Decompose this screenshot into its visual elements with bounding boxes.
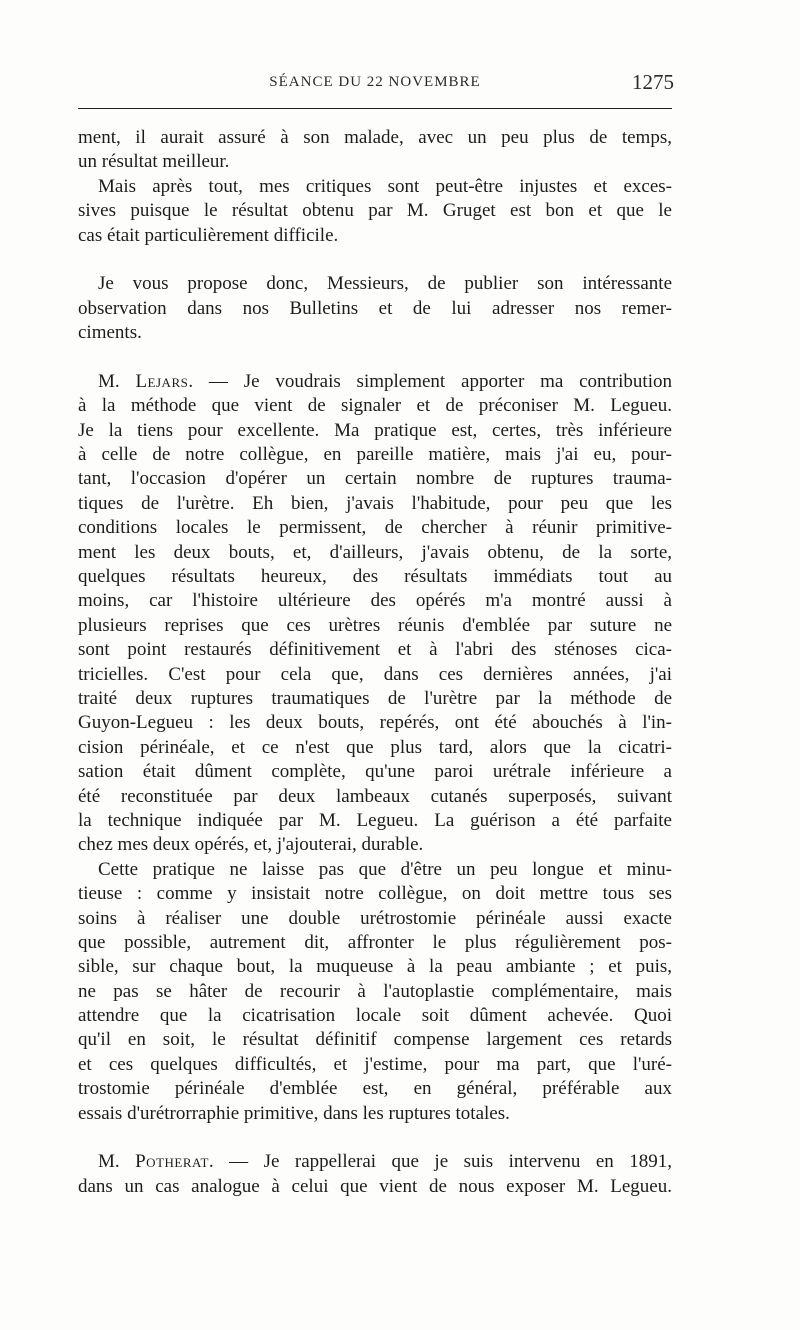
text-line: ment, il aurait assuré à son malade, avec un peu plus de temps, [78,127,672,148]
running-head [78,70,672,98]
text-line: et ces quelques difficultés, et j'estime, pour ma part, que l'uré- [78,1053,672,1075]
speaker-line-rest: . — Je voudrais simplement apporter ma contribution [188,370,672,392]
text-line: tieuse : comme y insistait notre collègue, on doit mettre tous ses [78,883,672,905]
text-line: ment les deux bouts, et, d'ailleurs, j'avais obtenu, de la sorte, [78,541,672,563]
text-line: Guyon-Legueu : les deux bouts, repérés, ont été abouchés à l'in- [78,712,672,734]
text-line: sives puisque le résultat obtenu par M. Gruget est bon et que le [78,200,672,222]
paragraph-continuation [78,126,672,175]
text-line: tricielles. C'est pour cela que, dans ces dernières années, j'ai [78,663,672,685]
text-line: qu'il en soit, le résultat définitif compense largement ces retards [78,1029,672,1051]
paragraph [78,858,672,1126]
text-line: Mais après tout, mes critiques sont peut-être injustes et exces- [98,175,672,197]
speaker-line [78,370,672,394]
text-line: que possible, autrement dit, affronter le plus régulièrement pos- [78,931,672,953]
paragraph-potherat [78,1150,672,1199]
text-line: la technique indiquée par M. Legueu. La guérison a été parfaite [78,809,672,831]
text-line: conditions locales le permissent, de chercher à réunir primitive- [78,517,672,539]
paragraph [78,272,672,345]
paragraph-gap [78,248,672,272]
body-text [78,126,672,1199]
text-line: un résultat meilleur. [78,151,230,173]
text-line: Je vous propose donc, Messieurs, de publier son intéressante [98,273,672,295]
text-line: sation était dûment complète, qu'une paroi urétrale inférieure a [78,761,672,783]
text-line: cision périnéale, et ce n'est que plus tard, alors que la cicatri- [78,736,672,758]
speaker-prefix: M. [98,1151,136,1173]
text-line: ne pas se hâter de recourir à l'autoplastie complémentaire, mais [78,980,672,1002]
text-line: tant, l'occasion d'opérer un certain nombre de ruptures trauma- [78,468,672,490]
text-line: trostomie périnéale d'emblée est, en général, préférable aux [78,1078,672,1100]
text-line: attendre que la cicatrisation locale soit dûment achevée. Quoi [78,1005,672,1027]
speaker-line-rest: . — Je rappellerai que je suis intervenu en 1891, [208,1151,672,1173]
text-line: ciments. [78,322,142,344]
text-line: observation dans nos Bulletins et de lui adresser nos remer- [78,297,672,319]
speaker-line [78,1150,672,1174]
speaker-name: Potherat [135,1151,209,1173]
text-line: dans un cas analogue à celui que vient de nous exposer M. Legueu. [78,1175,672,1197]
paragraph-gap [78,1126,672,1150]
text-line: plusieurs reprises que ces urètres réunis d'emblée par suture ne [78,614,672,636]
header-rule [78,108,672,109]
text-line: essais d'urétrorraphie primitive, dans les ruptures totales. [78,1102,510,1124]
text-line: Je la tiens pour excellente. Ma pratique est, certes, très inférieure [78,419,672,441]
text-line: sont point restaurés définitivement et à l'abri des sténoses cica- [78,639,672,661]
text-line: à la méthode que vient de signaler et de préconiser M. Legueu. [78,395,672,417]
text-line: à celle de notre collègue, en pareille matière, mais j'ai eu, pour- [78,444,672,466]
text-line: été reconstituée par deux lambeaux cutanés superposés, suivant [78,785,672,807]
paragraph [78,175,672,248]
text-line: sible, sur chaque bout, la muqueuse à la peau ambiante ; et puis, [78,956,672,978]
speaker-name: Lejars [135,370,189,392]
paragraph-lejars [78,370,672,858]
text-line: cas était particulièrement difficile. [78,224,339,246]
text-line: quelques résultats heureux, des résultats immédiats tout au [78,566,672,588]
text-line: traité deux ruptures traumatiques de l'urètre par la méthode de [78,687,672,709]
page-number: 1275 [632,70,674,94]
speaker-prefix: M. [98,370,136,392]
text-line: soins à réaliser une double urétrostomie périnéale aussi exacte [78,907,672,929]
text-line: tiques de l'urètre. Eh bien, j'avais l'habitude, pour peu que les [78,492,672,514]
text-line: chez mes deux opérés, et, j'ajouterai, durable. [78,834,424,856]
paragraph-gap [78,346,672,370]
text-line: moins, car l'histoire ultérieure des opérés m'a montré aussi à [78,590,672,612]
text-line: Cette pratique ne laisse pas que d'être un peu longue et minu- [98,858,672,880]
running-title: SÉANCE DU 22 NOVEMBRE [269,74,481,90]
